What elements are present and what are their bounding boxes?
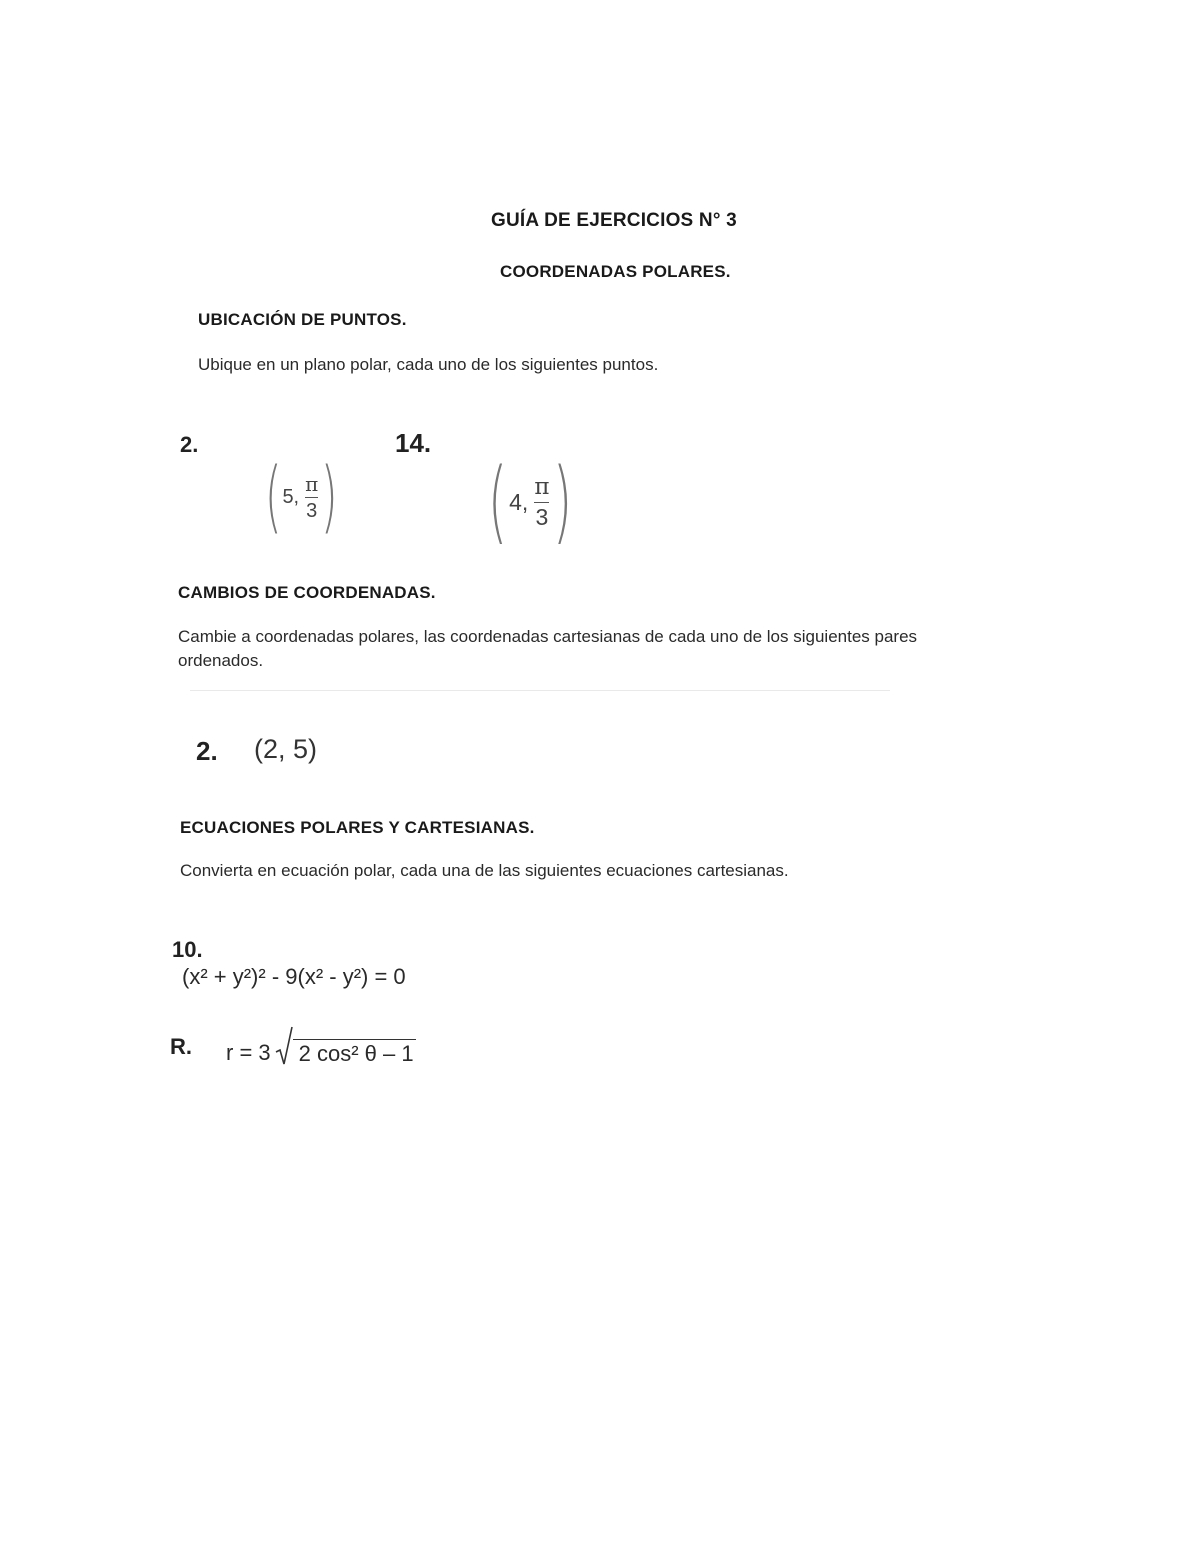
right-paren: )	[321, 452, 338, 542]
left-paren: (	[487, 449, 508, 554]
fraction-denominator: 3	[535, 503, 549, 530]
answer-label: R.	[170, 1034, 192, 1059]
fraction-numerator: π	[534, 473, 550, 500]
radicand: 2 cos² θ – 1	[293, 1039, 416, 1066]
section-heading-ecuaciones: ECUACIONES POLARES Y CARTESIANAS.	[180, 818, 535, 837]
polar-radius: 5,	[282, 485, 300, 508]
instruction-ubicacion: Ubique en un plano polar, cada uno de los siguientes puntos.	[198, 355, 659, 374]
square-root	[275, 1026, 416, 1066]
answer-lhs: r = 3	[226, 1040, 271, 1065]
polar-answer	[226, 1026, 416, 1066]
polar-point	[480, 449, 581, 554]
instruction-cambios-line2: ordenados.	[178, 651, 264, 670]
instruction-ecuaciones: Convierta en ecuación polar, cada una de las siguientes ecuaciones cartesianas.	[180, 861, 789, 880]
exercise-number: 14.	[395, 428, 432, 458]
polar-point	[258, 452, 345, 542]
divider	[190, 690, 890, 691]
cartesian-pair: (2, 5)	[254, 734, 318, 764]
exercise-number: 2.	[180, 432, 199, 457]
polar-angle-fraction	[305, 471, 319, 522]
cartesian-equation: (x² + y²)² - 9(x² - y²) = 0	[182, 964, 406, 989]
polar-radius: 4,	[509, 488, 529, 515]
polar-angle-fraction	[534, 473, 550, 530]
left-paren: (	[264, 452, 282, 542]
fraction-numerator: π	[305, 471, 319, 496]
page-subtitle: COORDENADAS POLARES.	[500, 262, 731, 281]
exercise-number: 10.	[172, 937, 203, 962]
fraction-denominator: 3	[306, 499, 318, 522]
section-heading-ubicacion: UBICACIÓN DE PUNTOS.	[198, 310, 407, 329]
exercise-number: 2.	[196, 736, 218, 766]
radical-sign-icon	[275, 1026, 293, 1066]
right-paren: )	[553, 449, 573, 554]
section-heading-cambios: CAMBIOS DE COORDENADAS.	[178, 583, 436, 602]
instruction-cambios-line1: Cambie a coordenadas polares, las coordenadas cartesianas de cada uno de los siguientes pares	[178, 627, 918, 646]
page-title: GUÍA DE EJERCICIOS N° 3	[491, 210, 737, 231]
